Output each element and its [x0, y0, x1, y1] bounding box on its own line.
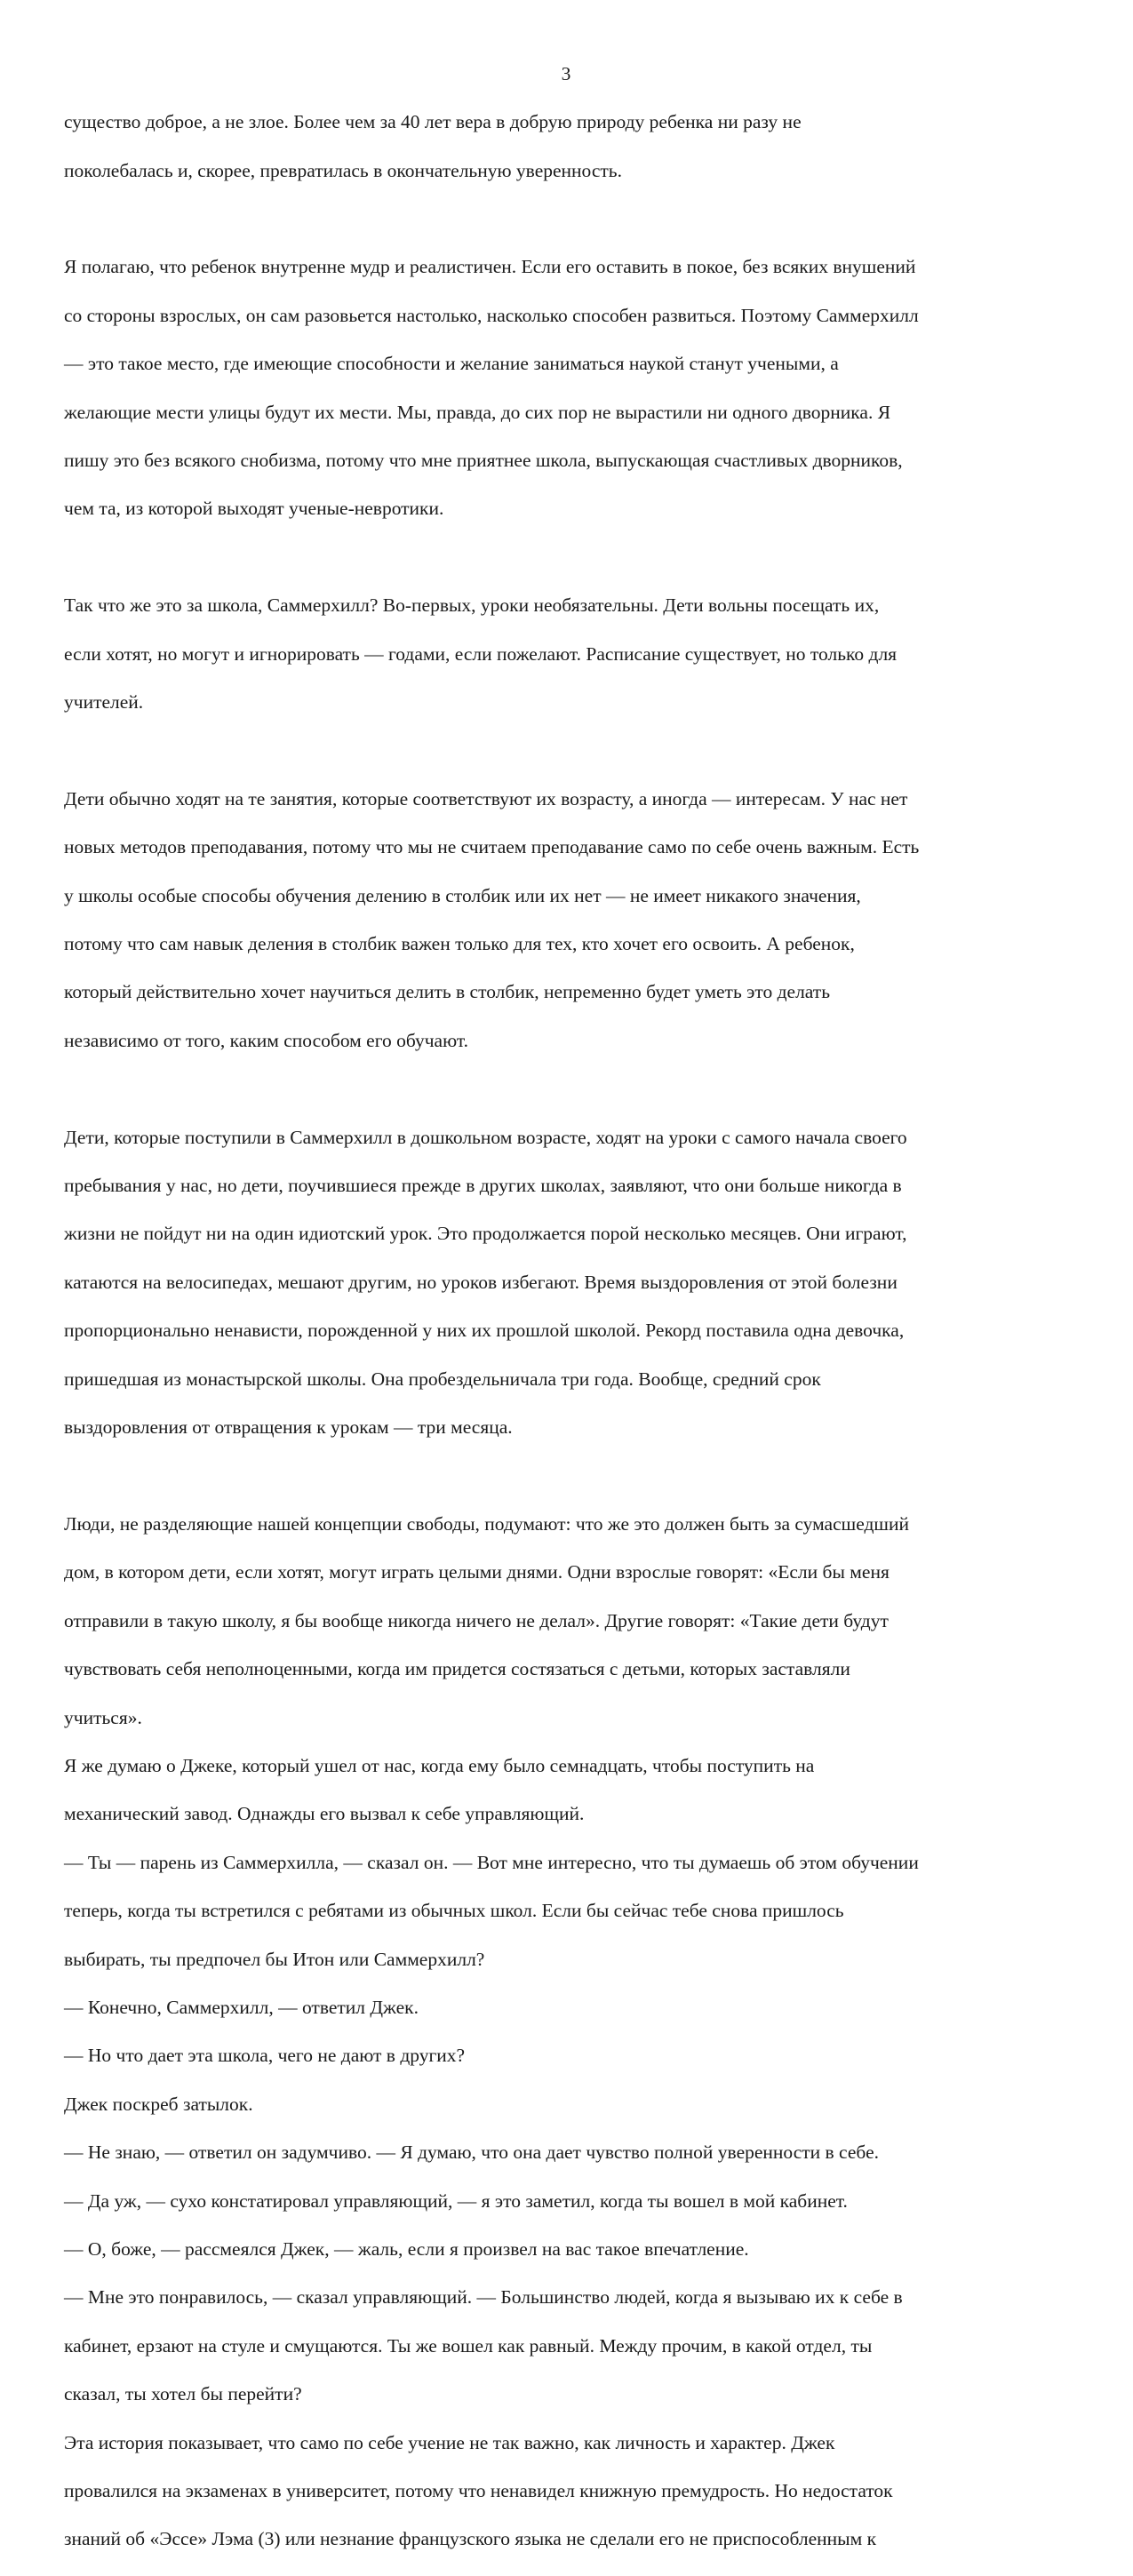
text-line: провалился на экзаменах в университет, потому что ненавидел книжную премудрость. Но недостаток: [64, 2480, 893, 2502]
paragraph-6: [64, 1488, 1024, 2576]
text-line: Люди, не разделяющие нашей концепции свободы, подумают: что же это должен быть за сумасшедший: [64, 1512, 909, 1535]
text-line: со стороны взрослых, он сам разовьется настолько, насколько способен развиться. Поэтому Саммерхилл: [64, 304, 919, 326]
dialogue-line: — Не знаю, — ответил он задумчиво. — Я думаю, что она дает чувство полной уверенности в себе.: [64, 2141, 879, 2164]
text-line: Так что же это за школа, Саммерхилл? Во-первых, уроки необязательны. Дети вольны посещать их,: [64, 594, 880, 617]
text-line: Дети, которые поступили в Саммерхилл в дошкольном возрасте, ходят на уроки с самого начала своего: [64, 1126, 907, 1148]
dialogue-line: — Мне это понравилось, — сказал управляющий. — Большинство людей, когда я вызываю их к себе в: [64, 2286, 903, 2309]
text-line: который действительно хочет научиться делить в столбик, непременно будет уметь это делать: [64, 981, 830, 1003]
dialogue-line: — Да уж, — сухо констатировал управляющий, — я это заметил, когда ты вошел в мой кабинет.: [64, 2189, 848, 2212]
text-line: дом, в котором дети, если хотят, могут играть целыми днями. Одни взрослые говорят: «Если бы меня: [64, 1561, 890, 1583]
text-line: пребывания у нас, но дети, поучившиеся прежде в других школах, заявляют, что они больше никогда в: [64, 1175, 902, 1197]
page-number: 3: [561, 63, 571, 84]
paragraph-1: [64, 86, 1024, 207]
paragraph-2: [64, 231, 1024, 546]
text-line: знаний об «Эссе» Лэма (3) или незнание французского языка не сделали его не приспособленным к: [64, 2528, 877, 2550]
text-line: пишу это без всякого снобизма, потому что мне приятнее школа, выпускающая счастливых дворников,: [64, 450, 903, 472]
text-line: чем та, из которой выходят ученые-невротики.: [64, 498, 444, 520]
text-line: Дети обычно ходят на те занятия, которые соответствуют их возрасту, а иногда — интересам. У нас нет: [64, 787, 908, 809]
dialogue-line: — Конечно, Саммерхилл, — ответил Джек.: [64, 1996, 419, 2018]
text-line: выздоровления от отвращения к урокам — три месяца.: [64, 1416, 513, 1439]
text-line: Джек поскреб затылок.: [64, 2093, 253, 2115]
paragraph-3: [64, 570, 1024, 738]
text-line: пропорционально ненависти, порожденной у них их прошлой школой. Рекорд поставила одна девочка,: [64, 1320, 905, 1342]
text-line: у школы особые способы обучения делению в столбик или их нет — не имеет никакого значения,: [64, 884, 861, 906]
text-line: чувствовать себя неполноценными, когда им придется состязаться с детьми, которых заставляли: [64, 1658, 850, 1680]
text-line: механический завод. Однажды его вызвал к себе управляющий.: [64, 1803, 585, 1825]
text-line: катаются на велосипедах, мешают другим, но уроков избегают. Время выздоровления от этой болезни: [64, 1271, 898, 1293]
text-line: учителей.: [64, 691, 144, 714]
dialogue-line: — Ты — парень из Саммерхилла, — сказал он. — Вот мне интересно, что ты думаешь об этом обучении: [64, 1851, 919, 1873]
dialogue-line: — О, боже, — рассмеялся Джек, — жаль, если я произвел на вас такое впечатление.: [64, 2238, 749, 2260]
dialogue-line: сказал, ты хотел бы перейти?: [64, 2383, 302, 2405]
text-line: потому что сам навык деления в столбик важен только для тех, кто хочет его освоить. А ребенок,: [64, 933, 855, 955]
document-page: [64, 62, 1024, 2576]
text-line: Я полагаю, что ребенок внутренне мудр и реалистичен. Если его оставить в покое, без всяких внушений: [64, 256, 916, 278]
dialogue-line: кабинет, ерзают на стуле и смущаются. Ты же вошел как равный. Между прочим, в какой отдел, ты: [64, 2334, 873, 2357]
text-line: существо доброе, а не злое. Более чем за 40 лет вера в добрую природу ребенка ни разу не: [64, 111, 802, 133]
dialogue-line: выбирать, ты предпочел бы Итон или Саммерхилл?: [64, 1948, 485, 1970]
text-line: желающие мести улицы будут их мести. Мы, правда, до сих пор не вырастили ни одного дворника. Я: [64, 401, 891, 423]
text-line: — это такое место, где имеющие способности и желание заниматься наукой станут учеными, а: [64, 353, 839, 375]
text-line: Эта история показывает, что само по себе учение не так важно, как личность и характер. Джек: [64, 2431, 835, 2453]
text-line: независимо от того, каким способом его обучают.: [64, 1029, 469, 1051]
text-line: учиться».: [64, 1706, 142, 1728]
text-line: пришедшая из монастырской школы. Она пробездельничала три года. Вообще, средний срок: [64, 1368, 821, 1390]
dialogue-line: теперь, когда ты встретился с ребятами из обычных школ. Если бы сейчас тебе снова пришлось: [64, 1900, 844, 1922]
paragraph-5: [64, 1101, 1024, 1463]
paragraph-4: [64, 763, 1024, 1078]
text-line: Я же думаю о Джеке, который ушел от нас, когда ему было семнадцать, чтобы поступить на: [64, 1754, 815, 1776]
text-line: отправили в такую школу, я бы вообще никогда ничего не делал». Другие говорят: «Такие дети будут: [64, 1609, 889, 1631]
text-line: новых методов преподавания, потому что мы не считаем преподавание само по себе очень важным. Есть: [64, 836, 920, 858]
text-line: поколебалась и, скорее, превратилась в окончательную уверенность.: [64, 159, 622, 181]
dialogue-line: — Но что дает эта школа, чего не дают в других?: [64, 2045, 466, 2067]
text-line: жизни не пойдут ни на один идиотский урок. Это продолжается порой несколько месяцев. Они играют,: [64, 1223, 907, 1245]
text-line: если хотят, но могут и игнорировать — годами, если пожелают. Расписание существует, но только для: [64, 642, 898, 665]
